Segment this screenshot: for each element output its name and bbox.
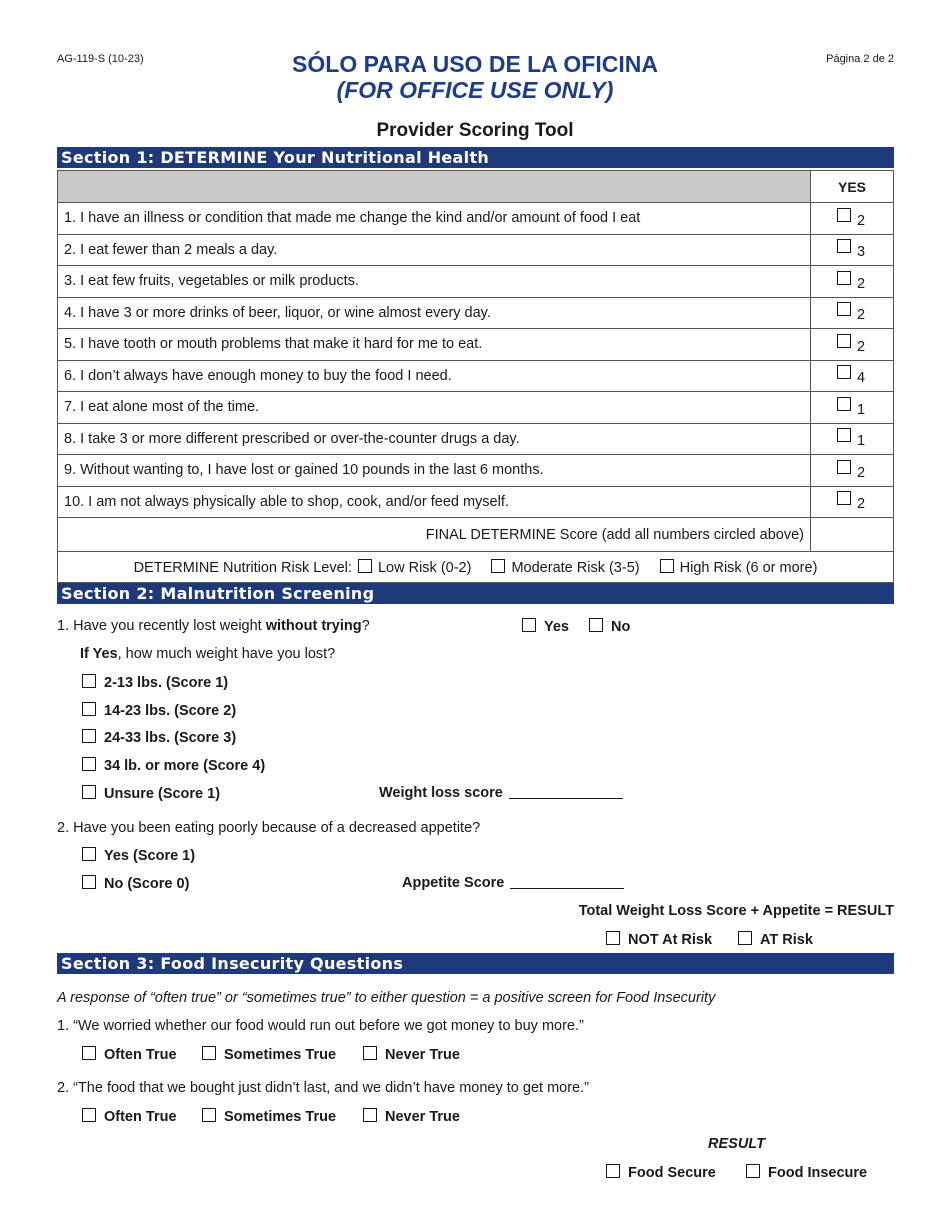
determine-table [57, 170, 894, 583]
determine-question: 5. I have tooth or mouth problems that make it hard for me to eat. [58, 329, 811, 361]
weight-loss-no-option: No [589, 618, 630, 635]
q1-often-true-checkbox[interactable] [82, 1046, 96, 1060]
determine-row [58, 423, 894, 455]
weight-option: 14-23 lbs. (Score 2) [82, 702, 236, 719]
q1-sometimes-true-option: Sometimes True [202, 1046, 336, 1063]
weight-option: 24-33 lbs. (Score 3) [82, 729, 236, 746]
q1-never-true-option: Never True [363, 1046, 460, 1063]
determine-row [58, 266, 894, 298]
weight-loss-score: Weight loss score [379, 785, 623, 801]
final-score-row [58, 518, 894, 552]
determine-question: 2. I eat fewer than 2 meals a day. [58, 234, 811, 266]
section2-header: Section 2: Malnutrition Screening [57, 583, 894, 604]
q2-often-true-checkbox[interactable] [82, 1108, 96, 1122]
weight-loss-question: 1. Have you recently lost weight without trying? [57, 618, 370, 634]
q1-sometimes-true-checkbox[interactable] [202, 1046, 216, 1060]
food-result-label: RESULT [708, 1136, 765, 1152]
weight-loss-score-field[interactable] [509, 798, 623, 799]
moderate-risk-checkbox[interactable] [491, 559, 505, 573]
final-score-label: FINAL DETERMINE Score (add all numbers circled above) [58, 518, 811, 552]
appetite-option: Yes (Score 1) [82, 847, 195, 864]
weight-option-checkbox[interactable] [82, 702, 96, 716]
determine-row [58, 486, 894, 518]
points-value: 4 [857, 370, 866, 387]
food-insecure-checkbox[interactable] [746, 1164, 760, 1178]
yes-checkbox[interactable] [837, 428, 851, 442]
appetite-score: Appetite Score [402, 875, 624, 891]
determine-row [58, 455, 894, 487]
section1-header: Section 1: DETERMINE Your Nutritional Health [57, 147, 894, 168]
weight-option-checkbox[interactable] [82, 674, 96, 688]
office-use-title-english: (FOR OFFICE USE ONLY) [336, 77, 614, 103]
determine-question: 9. Without wanting to, I have lost or gained 10 pounds in the last 6 months. [58, 455, 811, 487]
weight-option: 34 lb. or more (Score 4) [82, 757, 265, 774]
yes-checkbox[interactable] [837, 302, 851, 316]
points-value: 2 [857, 464, 866, 481]
risk-level-row [58, 552, 894, 583]
weight-option: 2-13 lbs. (Score 1) [82, 674, 228, 691]
moderate-risk-label: Moderate Risk (3-5) [511, 559, 640, 576]
form-id: AG-119-S (10-23) [57, 53, 144, 65]
determine-question: 3. I eat few fruits, vegetables or milk products. [58, 266, 811, 298]
determine-row [58, 203, 894, 235]
if-yes-prompt: If Yes, how much weight have you lost? [80, 646, 336, 662]
food-secure-option: Food Secure [606, 1164, 716, 1181]
page-number: Página 2 de 2 [826, 53, 894, 65]
food-question-2: 2. “The food that we bought just didn’t last, and we didn’t have money to get more.” [57, 1080, 589, 1096]
determine-question: 8. I take 3 or more different prescribed or over-the-counter drugs a day. [58, 423, 811, 455]
determine-row [58, 392, 894, 424]
appetite-score-field[interactable] [510, 888, 624, 889]
at-risk-checkbox[interactable] [738, 931, 752, 945]
q1-never-true-checkbox[interactable] [363, 1046, 377, 1060]
points-value: 1 [857, 401, 866, 418]
q2-never-true-option: Never True [363, 1108, 460, 1125]
yes-checkbox[interactable] [837, 334, 851, 348]
high-risk-label: High Risk (6 or more) [679, 559, 818, 576]
food-insecurity-instruction: A response of “often true” or “sometimes true” to either question = a positive screen for Food Insecurity [57, 990, 716, 1006]
q1-often-true-option: Often True [82, 1046, 177, 1063]
yes-checkbox[interactable] [837, 365, 851, 379]
yes-checkbox[interactable] [837, 271, 851, 285]
weight-loss-no-checkbox[interactable] [589, 618, 603, 632]
weight-loss-yes-checkbox[interactable] [522, 618, 536, 632]
risk-level-label: DETERMINE Nutrition Risk Level: [133, 559, 352, 576]
points-value: 2 [857, 496, 866, 513]
total-result-label: Total Weight Loss Score + Appetite = RESULT [578, 903, 894, 919]
low-risk-label: Low Risk (0-2) [377, 559, 472, 576]
q2-sometimes-true-checkbox[interactable] [202, 1108, 216, 1122]
weight-option-checkbox[interactable] [82, 785, 96, 799]
determine-row [58, 360, 894, 392]
at-risk-option: AT Risk [738, 931, 813, 948]
determine-table-header [58, 171, 894, 203]
header-blank-cell [58, 171, 811, 203]
yes-column-header: YES [811, 171, 894, 203]
determine-row [58, 297, 894, 329]
weight-option-checkbox[interactable] [82, 757, 96, 771]
determine-question: 10. I am not always physically able to shop, cook, and/or feed myself. [58, 486, 811, 518]
yes-checkbox[interactable] [837, 460, 851, 474]
q2-often-true-option: Often True [82, 1108, 177, 1125]
points-value: 2 [857, 275, 866, 292]
not-at-risk-option: NOT At Risk [606, 931, 712, 948]
high-risk-checkbox[interactable] [660, 559, 674, 573]
determine-row [58, 234, 894, 266]
determine-question: 7. I eat alone most of the time. [58, 392, 811, 424]
yes-checkbox[interactable] [837, 491, 851, 505]
weight-option: Unsure (Score 1) [82, 785, 220, 802]
points-value: 3 [857, 244, 866, 261]
points-value: 2 [857, 212, 866, 229]
final-score-field[interactable] [811, 518, 894, 552]
determine-question: 1. I have an illness or condition that made me change the kind and/or amount of food I eat [58, 203, 811, 235]
section3-header: Section 3: Food Insecurity Questions [57, 953, 894, 974]
appetite-option: No (Score 0) [82, 875, 189, 892]
food-insecure-option: Food Insecure [746, 1164, 867, 1181]
weight-loss-yes-option: Yes [522, 618, 569, 635]
appetite-question: 2. Have you been eating poorly because of a decreased appetite? [57, 820, 481, 836]
appetite-no-checkbox[interactable] [82, 875, 96, 889]
not-at-risk-checkbox[interactable] [606, 931, 620, 945]
determine-row [58, 329, 894, 361]
yes-checkbox[interactable] [837, 397, 851, 411]
yes-checkbox[interactable] [837, 239, 851, 253]
points-value: 2 [857, 307, 866, 324]
q2-sometimes-true-option: Sometimes True [202, 1108, 336, 1125]
food-question-1: 1. “We worried whether our food would run out before we got money to buy more.” [57, 1018, 584, 1034]
determine-question: 6. I don’t always have enough money to buy the food I need. [58, 360, 811, 392]
food-secure-checkbox[interactable] [606, 1164, 620, 1178]
weight-option-checkbox[interactable] [82, 729, 96, 743]
q2-never-true-checkbox[interactable] [363, 1108, 377, 1122]
points-value: 1 [857, 433, 866, 450]
low-risk-checkbox[interactable] [358, 559, 372, 573]
office-use-title-spanish: SÓLO PARA USO DE LA OFICINA [292, 51, 658, 77]
yes-checkbox[interactable] [837, 208, 851, 222]
appetite-yes-checkbox[interactable] [82, 847, 96, 861]
tool-title: Provider Scoring Tool [376, 120, 574, 141]
points-value: 2 [857, 338, 866, 355]
determine-question: 4. I have 3 or more drinks of beer, liquor, or wine almost every day. [58, 297, 811, 329]
